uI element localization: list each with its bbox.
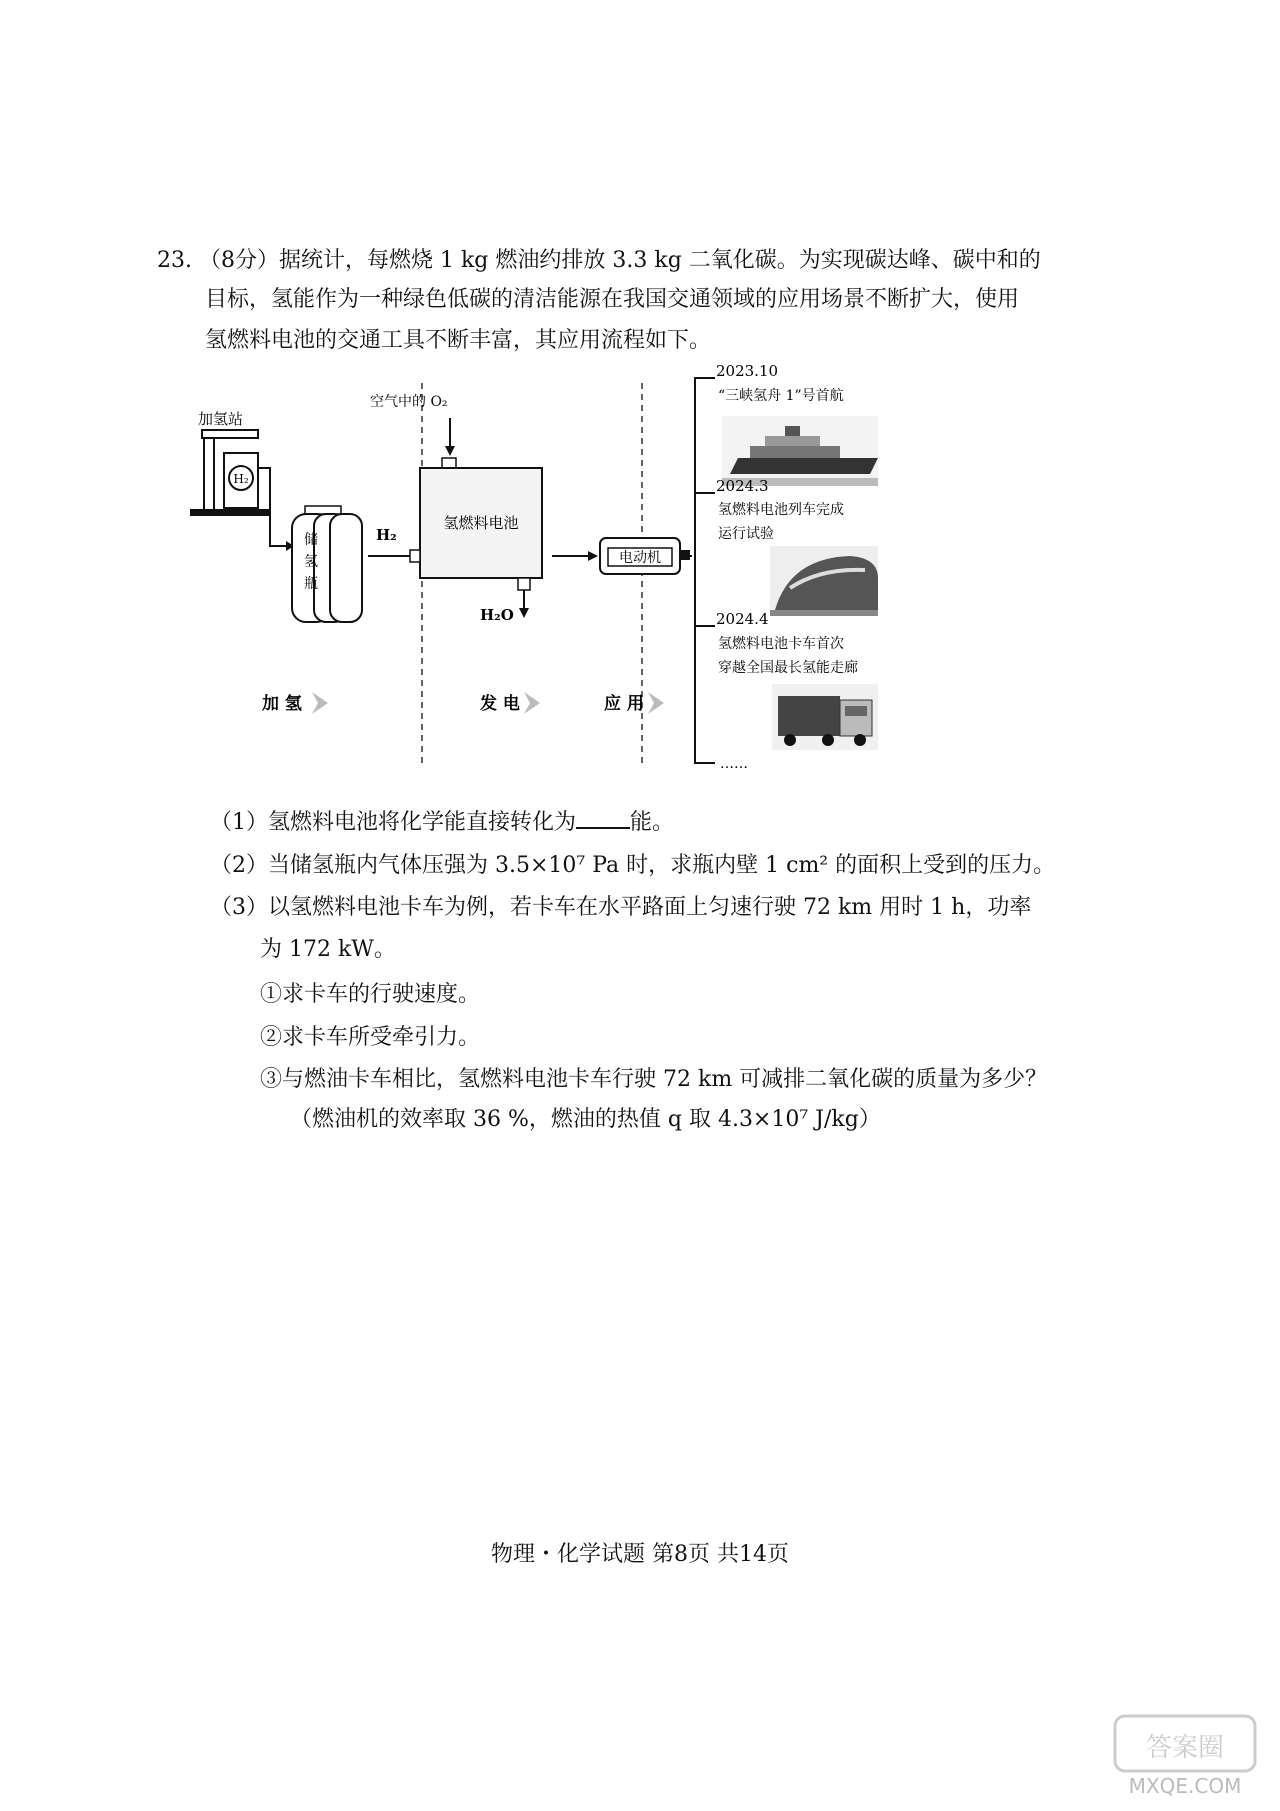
question-intro-1: （8分）据统计，每燃烧 1 kg 燃油约排放 3.3 kg 二氧化碳。为实现碳达峰、碳中和的 bbox=[199, 248, 1041, 273]
h2-arrow-label: H₂ bbox=[376, 526, 397, 544]
question-line-1 bbox=[157, 246, 1041, 276]
sub-question-3-line-2: 为 172 kW。 bbox=[260, 937, 396, 962]
sub-question-3-line-1: （3）以氢燃料电池卡车为例，若卡车在水平路面上匀速行驶 72 km 用时 1 h，功率 bbox=[210, 895, 1032, 920]
chevron-right-icon bbox=[524, 692, 540, 714]
fuel-cell-label: 氢燃料电池 bbox=[443, 514, 519, 532]
q1-prefix: （1）氢燃料电池将化学能直接转化为 bbox=[210, 810, 576, 835]
q1-answer-blank[interactable] bbox=[576, 807, 630, 829]
stage-apply bbox=[604, 692, 664, 714]
stage-label-apply: 应 用 bbox=[604, 694, 644, 714]
svg-text:MXQE.COM: MXQE.COM bbox=[1128, 1774, 1242, 1798]
question-intro-3: 氢燃料电池的交通工具不断丰富，其应用流程如下。 bbox=[205, 328, 712, 353]
electric-motor-icon bbox=[600, 538, 690, 574]
timeline-date-3: 2024.4 bbox=[716, 610, 769, 628]
sub-question-2: （2）当储氢瓶内气体压强为 3.5×10⁷ Pa 时，求瓶内壁 1 cm² 的面积上受到的压力。 bbox=[210, 853, 1056, 878]
timeline-text-2a: 氢燃料电池列车完成 bbox=[718, 502, 844, 518]
hydrogen-tank-icon bbox=[292, 506, 362, 622]
tank-label-1: 储 bbox=[304, 532, 318, 548]
timeline-text-2b: 运行试验 bbox=[718, 526, 774, 542]
q1-suffix: 能。 bbox=[630, 810, 675, 835]
timeline-item-2023 bbox=[716, 362, 878, 486]
timeline-item-2024-3 bbox=[716, 477, 878, 616]
sub-question-3b: ②求卡车所受牵引力。 bbox=[260, 1025, 481, 1050]
sub-question-3-note: （燃油机的效率取 36 %，燃油的热值 q 取 4.3×10⁷ J/kg） bbox=[290, 1107, 881, 1132]
question-number: 23. bbox=[157, 248, 192, 273]
sub-question-3a: ①求卡车的行驶速度。 bbox=[260, 982, 481, 1007]
stage-generate bbox=[479, 692, 540, 714]
chevron-right-icon bbox=[648, 692, 664, 714]
train-image bbox=[770, 546, 878, 616]
watermark-logo bbox=[1110, 1711, 1260, 1801]
sub-question-1 bbox=[210, 805, 674, 836]
tank-label-3: 瓶 bbox=[304, 576, 318, 592]
question-intro-2: 目标，氢能作为一种绿色低碳的清洁能源在我国交通领域的应用场景不断扩大，使用 bbox=[205, 287, 1020, 312]
stage-refuel bbox=[262, 692, 328, 714]
timeline-text-1: “三峡氢舟 1”号首航 bbox=[718, 388, 844, 404]
sub-question-3c: ③与燃油卡车相比，氢燃料电池卡车行驶 72 km 可减排二氧化碳的质量为多少？ bbox=[260, 1067, 1048, 1092]
tank-label-2: 氢 bbox=[304, 554, 318, 570]
timeline-date-1: 2023.10 bbox=[716, 362, 779, 380]
air-o2-label: 空气中的 O₂ bbox=[370, 394, 448, 410]
ship-image bbox=[722, 416, 878, 486]
timeline-ellipsis: …… bbox=[720, 756, 748, 772]
motor-label: 电动机 bbox=[619, 550, 661, 566]
chevron-right-icon bbox=[312, 692, 328, 714]
station-label: 加氢站 bbox=[198, 410, 244, 428]
stage-label-refuel: 加 氢 bbox=[262, 694, 302, 714]
fuel-cell-icon bbox=[410, 458, 542, 590]
h2-badge: H₂ bbox=[233, 472, 249, 486]
timeline-date-2: 2024.3 bbox=[716, 477, 769, 495]
hydrogen-station-icon bbox=[190, 410, 294, 551]
truck-image bbox=[772, 684, 878, 750]
timeline-text-3b: 穿越全国最长氢能走廊 bbox=[718, 660, 858, 676]
stage-label-generate: 发 电 bbox=[480, 694, 520, 714]
page-footer: 物理・化学试题 第8页 共14页 bbox=[491, 1542, 789, 1567]
timeline-item-2024-4 bbox=[716, 610, 878, 750]
svg-text:答案圈: 答案圈 bbox=[1145, 1733, 1225, 1763]
hydrogen-flow-diagram bbox=[190, 362, 1030, 778]
water-label: H₂O bbox=[480, 606, 514, 624]
timeline-text-3a: 氢燃料电池卡车首次 bbox=[718, 636, 844, 652]
